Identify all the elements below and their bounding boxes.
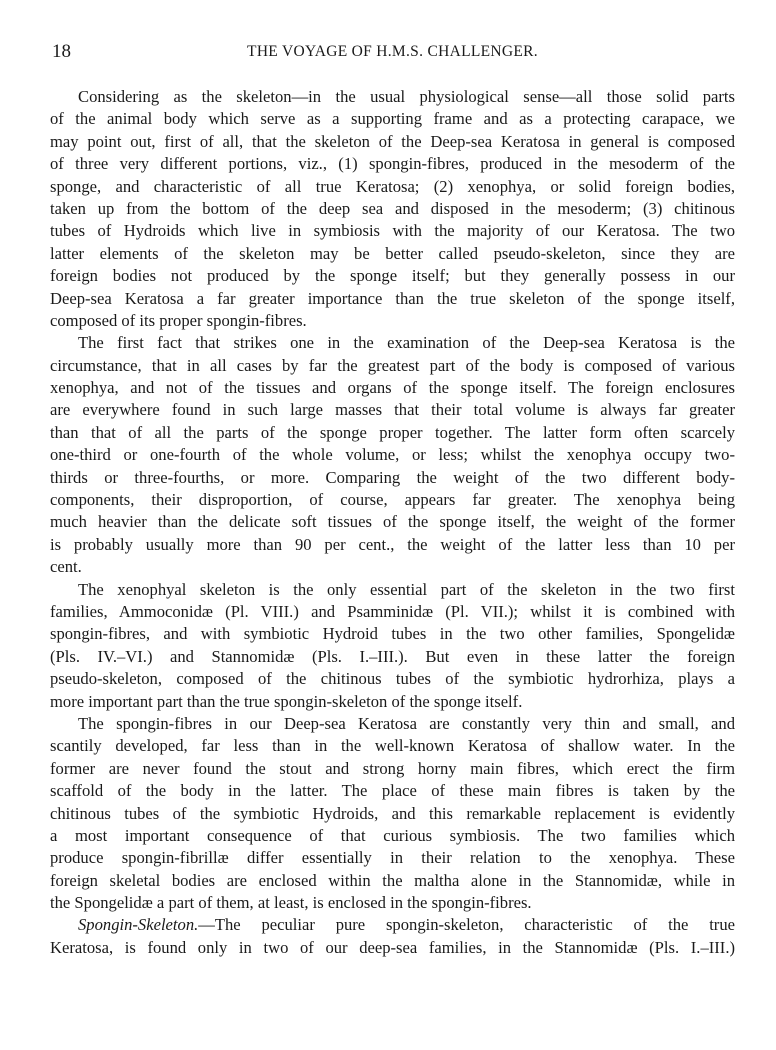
- body-text: [50, 86, 735, 959]
- text-line: components, their disproportion, of course, appears far greater. The xenophya being: [50, 490, 735, 510]
- paragraph-xenophyal-skeleton: [50, 579, 735, 713]
- text-line: scantily developed, far less than in the well-known Keratosa of shallow water. In the: [50, 736, 735, 756]
- text-line: the Spongelidæ a part of them, at least, is enclosed in the spongin-fibres.: [50, 893, 532, 913]
- text-line: Keratosa, is found only in two of our deep-sea families, in the Stannomidæ (Pls. I.–III.): [50, 937, 735, 957]
- section-run-in-heading: Spongin-Skeleton.: [78, 915, 199, 935]
- text-line: taken up from the bottom of the deep sea and disposed in the mesoderm; (3) chitinous: [50, 198, 735, 218]
- text-line: sponge, and characteristic of all true Keratosa; (2) xenophya, or solid foreign bodies,: [50, 176, 735, 196]
- text-line: produce spongin-fibrillæ differ essentially in their relation to the xenophya. These: [50, 848, 735, 868]
- text-line: pseudo-skeleton, composed of the chitinous tubes of the symbiotic hydrorhiza, plays a: [50, 669, 735, 689]
- text-line: a most important consequence of that curious symbiosis. The two families which: [50, 825, 735, 845]
- paragraph-xenophya-volume: [50, 332, 735, 578]
- text-line: Considering as the skeleton—in the usual physiological sense—all those solid parts: [78, 87, 735, 106]
- text-line: The xenophyal skeleton is the only essential part of the skeleton in the two first: [78, 579, 735, 599]
- paragraph-skeleton-definition: [50, 86, 735, 332]
- text-line: foreign bodies not produced by the sponge itself; but they generally possess in our: [50, 266, 735, 286]
- paragraph-spongin-fibres: [50, 713, 735, 915]
- text-line: may point out, first of all, that the skeleton of the Deep-sea Keratosa in general is composed: [50, 131, 735, 151]
- text-line: spongin-fibres, and with symbiotic Hydroid tubes in the two other families, Spongelidæ: [50, 624, 735, 644]
- text-line: composed of its proper spongin-fibres.: [50, 310, 307, 330]
- paragraph-spongin-skeleton: [50, 914, 735, 959]
- text-line: than that of all the parts of the sponge proper together. The latter form often scarcely: [50, 422, 735, 442]
- text-line: thirds or three-fourths, or more. Comparing the weight of the two different body-: [50, 467, 735, 487]
- text-line: scaffold of the body in the latter. The place of these main fibres is taken by the: [50, 781, 735, 801]
- page-number: 18: [52, 41, 71, 62]
- text-line: [50, 914, 735, 936]
- text-line: (Pls. IV.–VI.) and Stannomidæ (Pls. I.–III.). But even in these latter the foreign: [50, 646, 735, 666]
- text-run: —The peculiar pure spongin-skeleton, characteristic of the true: [198, 915, 735, 935]
- text-line: latter elements of the skeleton may be better called pseudo-skeleton, since they are: [50, 243, 735, 263]
- running-head: [50, 40, 735, 64]
- text-line: tubes of Hydroids which live in symbiosis with the majority of our Keratosa. The two: [50, 221, 735, 241]
- text-line: former are never found the stout and strong horny main fibres, which erect the firm: [50, 758, 735, 778]
- text-line: xenophya, and not of the tissues and organs of the sponge itself. The foreign enclosures: [50, 378, 735, 398]
- text-line: The first fact that strikes one in the examination of the Deep-sea Keratosa is the: [78, 333, 735, 353]
- text-line: of three very different portions, viz., (1) spongin-fibres, produced in the mesoderm of the: [50, 154, 735, 174]
- text-line: Deep-sea Keratosa a far greater importance than the true skeleton of the sponge itself,: [50, 288, 735, 308]
- text-line: circumstance, that in all cases by far the greatest part of the body is composed of various: [50, 355, 735, 375]
- text-line: foreign skeletal bodies are enclosed within the maltha alone in the Stannomidæ, while in: [50, 870, 735, 890]
- text-line: of the animal body which serve as a supporting frame and as a protecting carapace, we: [50, 109, 735, 129]
- text-line: The spongin-fibres in our Deep-sea Keratosa are constantly very thin and small, and: [78, 713, 735, 733]
- running-title: THE VOYAGE OF H.M.S. CHALLENGER.: [247, 43, 538, 60]
- text-line: one-third or one-fourth of the whole volume, or less; whilst the xenophya occupy two-: [50, 445, 735, 465]
- text-line: are everywhere found in such large masses that their total volume is always far greater: [50, 400, 735, 420]
- text-line: cent.: [50, 557, 82, 577]
- text-line: more important part than the true spongin-skeleton of the sponge itself.: [50, 691, 523, 711]
- text-line: families, Ammoconidæ (Pl. VIII.) and Psamminidæ (Pl. VII.); whilst it is combined with: [50, 601, 735, 621]
- text-line: much heavier than the delicate soft tissues of the sponge itself, the weight of the former: [50, 512, 735, 532]
- text-line: is probably usually more than 90 per cent., the weight of the latter less than 10 per: [50, 534, 735, 554]
- text-line: chitinous tubes of the symbiotic Hydroids, and this remarkable replacement is evidently: [50, 803, 735, 823]
